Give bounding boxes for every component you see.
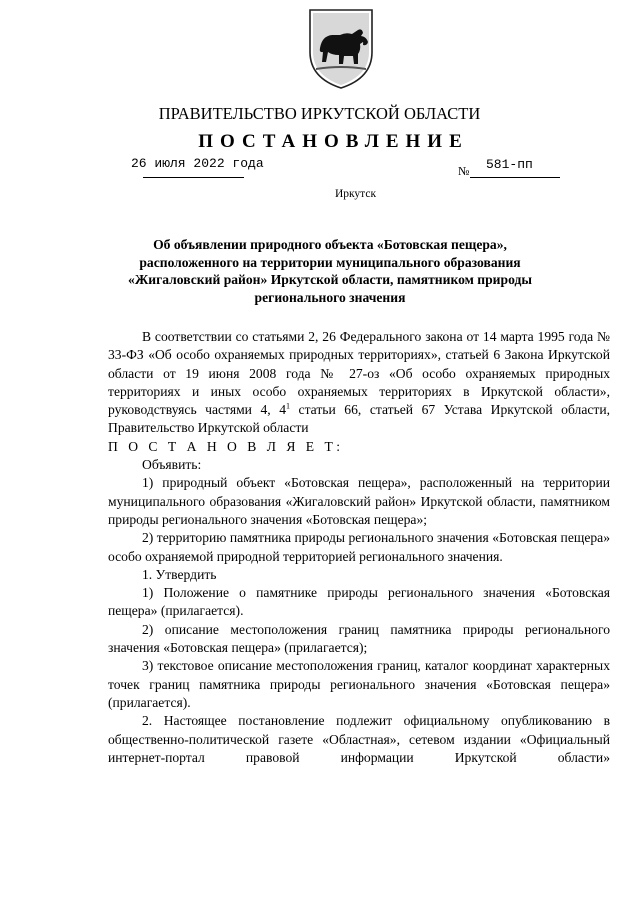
- coat-of-arms-emblem: [306, 6, 376, 90]
- decree-number: 581-пп: [486, 157, 533, 172]
- decree-date: 26 июля 2022 года: [131, 156, 264, 171]
- number-underline: [470, 177, 560, 178]
- publish-paragraph: 2. Настоящее постановление подлежит официальному опубликованию в общественно-политической газете «Областная», сетевом издании «Официальный интернет-портал правовой информации Иркутской области»: [108, 713, 610, 765]
- preamble-text: В соответствии со статьями 2, 26 Федерального закона от 14 марта 1995 года № 33-ФЗ «Об особо охраняемых природных территориях», статьей 6 Закона Иркутской области от 19 июня 2008 года № 27-оз «Об особо охраняемых природных территориях и иных особо охраняемых территориях в Иркутской области», руководствуясь частями 4, 4: [108, 329, 610, 418]
- date-underline: [143, 177, 244, 178]
- decree-body: [108, 328, 610, 767]
- approve-item-1: 1) Положение о памятнике природы регионального значения «Ботовская пещера» (прилагается).: [108, 585, 610, 619]
- city-name: Иркутск: [334, 188, 377, 200]
- decree-title-line: расположенного на территории муниципального образования: [139, 254, 521, 270]
- decree-title-line: «Жигаловский район» Иркутской области, памятником природы: [128, 272, 532, 287]
- resolves-word: П О С Т А Н О В Л Я Е Т:: [108, 438, 344, 454]
- approve-item-3: 3) текстовое описание местоположения границ, каталог координат характерных точек границ памятника природы регионального значения «Ботовская пещера» (прилагается).: [108, 658, 610, 710]
- decree-title-line: Об объявлении природного объекта «Ботовская пещера»,: [153, 237, 507, 252]
- government-name: ПРАВИТЕЛЬСТВО ИРКУТСКОЙ ОБЛАСТИ: [158, 104, 481, 123]
- number-sign: №: [458, 164, 470, 178]
- preamble-tail: статьи 66, статьей 67 Устава Иркутской области, Правительство Иркутской области: [108, 402, 610, 436]
- declare-item-2: 2) территорию памятника природы регионального значения «Ботовская пещера» особо охраняемой природной территорией регионального значения.: [108, 530, 610, 564]
- decree-title-line: регионального значения: [254, 289, 406, 305]
- decree-title: [120, 236, 540, 306]
- decree-type-heading: ПОСТАНОВЛЕНИЕ: [198, 131, 469, 152]
- approve-line: 1. Утвердить: [142, 566, 217, 582]
- declare-item-1: 1) природный объект «Ботовская пещера», расположенный на территории муниципального образования «Жигаловский район» Иркутской области, памятником природы регионального значения «Ботовская пещера»;: [108, 475, 610, 527]
- approve-item-2: 2) описание местоположения границ памятника природы регионального значения «Ботовская пещера» (прилагается);: [108, 621, 610, 656]
- preamble-paragraph: [108, 328, 610, 438]
- preamble-superscript: 1: [286, 401, 291, 411]
- declare-line: Объявить:: [142, 457, 202, 473]
